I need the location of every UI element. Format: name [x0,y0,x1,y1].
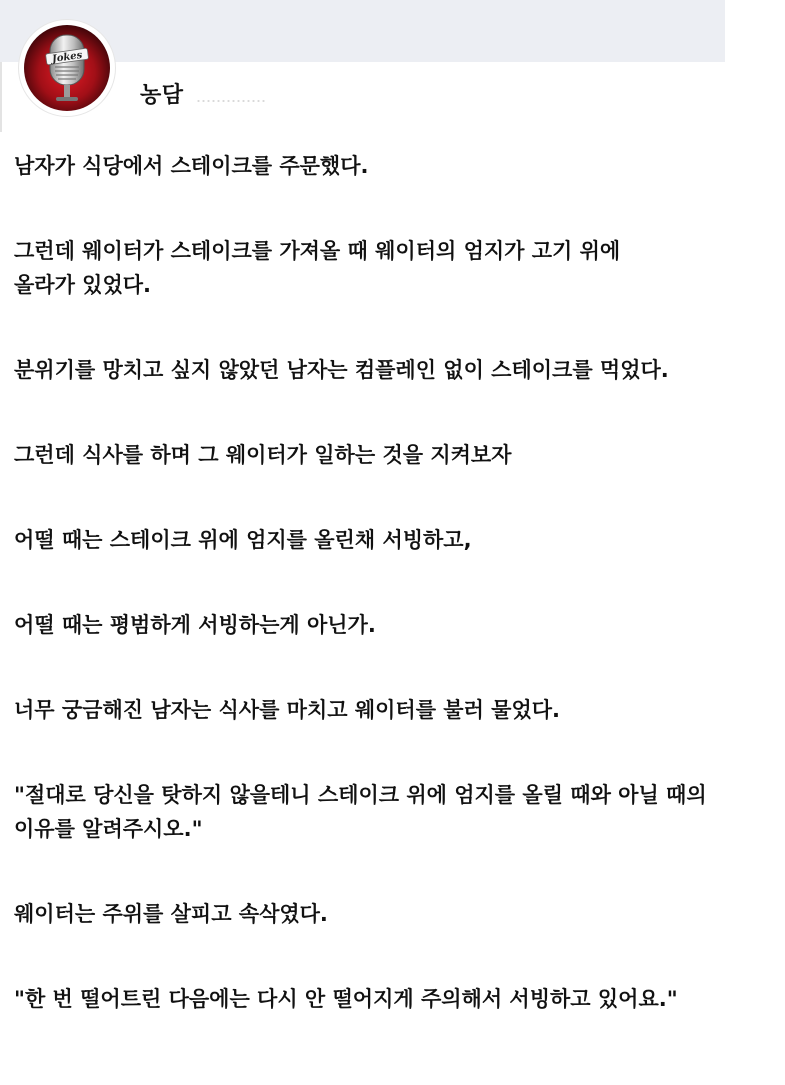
avatar[interactable] [19,20,115,116]
paragraph: 너무 궁금해진 남자는 식사를 마치고 웨이터를 불러 물었다. [14,698,561,722]
paragraph: 그런데 식사를 하며 그 웨이터가 일하는 것을 지켜보자 [14,443,512,467]
paragraph: 그런데 웨이터가 스테이크를 가져올 때 웨이터의 엄지가 고기 위에 [14,239,621,263]
microphone-icon [24,25,110,111]
paragraph-continuation: 올라가 있었다. [14,273,152,297]
paragraph: "절대로 당신을 탓하지 않을테니 스테이크 위에 엄지를 올릴 때와 아닐 때의 [14,783,707,807]
dotted-separator [196,100,266,102]
paragraph: 남자가 식당에서 스테이크를 주문했다. [14,154,369,178]
paragraph: 어떨 때는 평범하게 서빙하는게 아닌가. [14,613,376,637]
paragraph-continuation: 이유를 알려주시오." [14,817,203,841]
paragraph: "한 번 떨어트린 다음에는 다시 안 떨어지게 주의해서 서빙하고 있어요." [14,987,678,1011]
paragraph: 웨이터는 주위를 살피고 속삭였다. [14,902,328,926]
paragraph: 어떨 때는 스테이크 위에 엄지를 올린채 서빙하고, [14,528,472,552]
joke-body [14,149,774,1016]
divider [0,62,2,132]
svg-text:Jokes: Jokes [51,49,83,66]
channel-name[interactable]: 농담 [140,83,184,108]
paragraph: 분위기를 망치고 싶지 않았던 남자는 컴플레인 없이 스테이크를 먹었다. [14,358,669,382]
